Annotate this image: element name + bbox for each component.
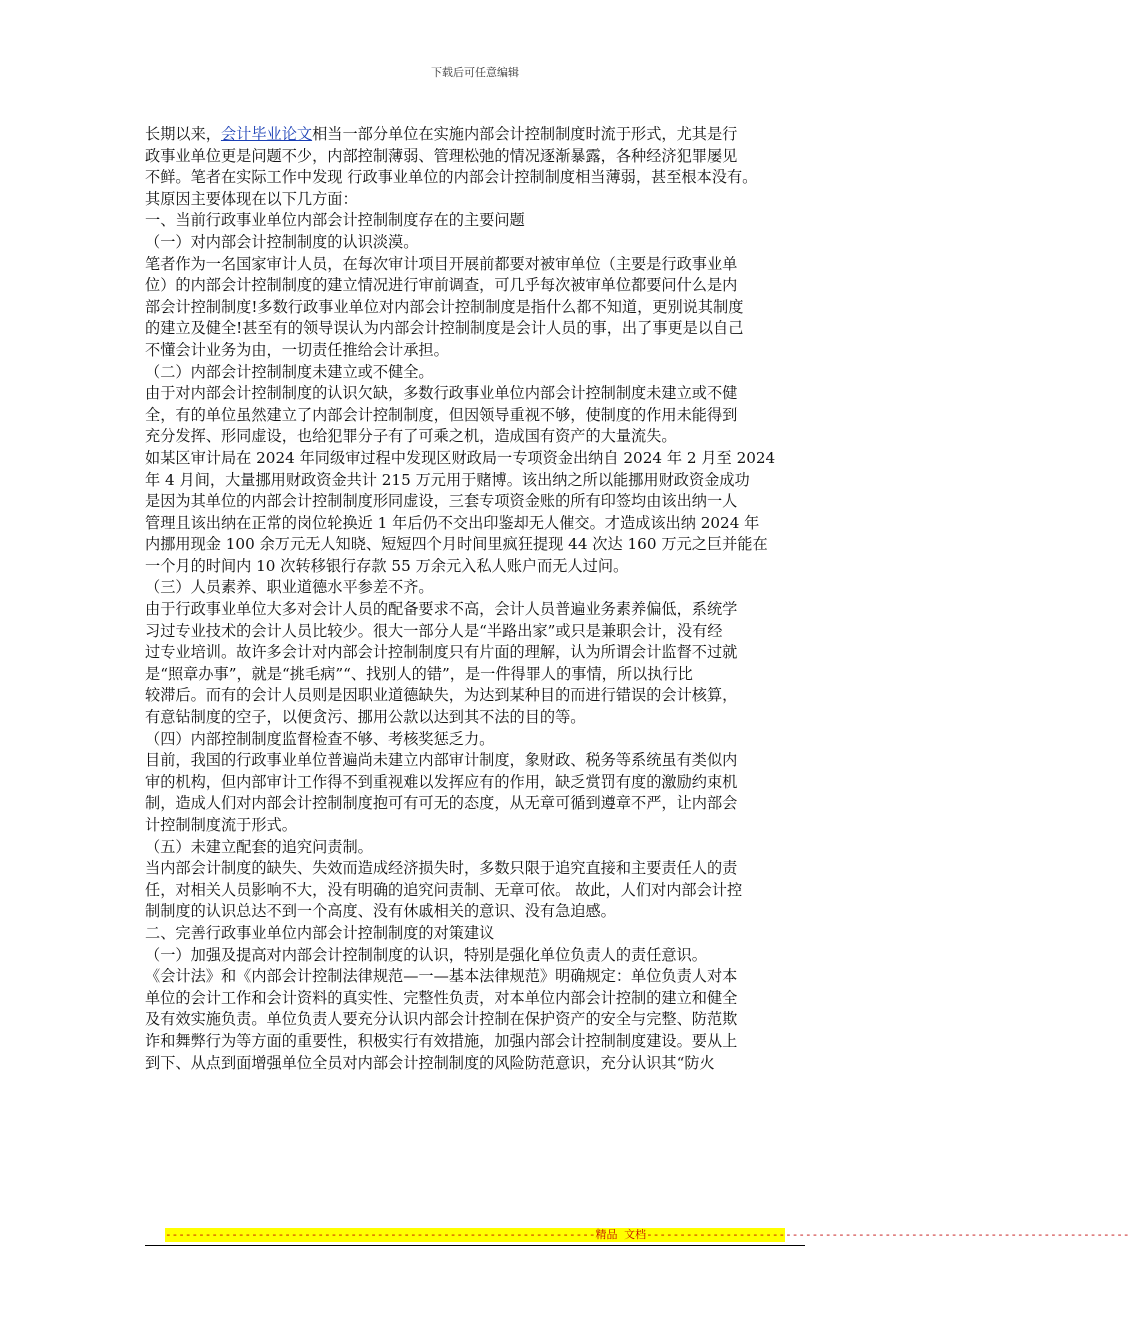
footer-divider (145, 1245, 805, 1246)
paragraph-line: 全，有的单位虽然建立了内部会计控制制度，但因领导重视不够，使制度的作用未能得到 (145, 405, 738, 424)
intro-prefix: 长期以来， (145, 125, 221, 143)
paragraph-line: 目前，我国的行政事业单位普遍尚未建立内部审计制度，象财政、税务等系统虽有类似内 (145, 751, 738, 770)
paragraph-line: 制制度的认识总达不到一个高度、没有休戚相关的意识、没有急迫感。 (145, 902, 616, 921)
paragraph-line: 不鲜。笔者在实际工作中发现 行政事业单位的内部会计控制制度相当薄弱，甚至根本没有。 (145, 168, 758, 187)
paragraph-line: 其原因主要体现在以下几方面： (145, 189, 358, 208)
paragraph-line: 较滞后。而有的会计人员则是因职业道德缺失，为达到某种目的而进行错误的会计核算， (145, 686, 738, 705)
paragraph-line: 一、当前行政事业单位内部会计控制制度存在的主要问题 (145, 211, 525, 230)
paragraph-line: 内挪用现金 100 余万元无人知晓、短短四个月时间里疯狂提现 44 次达 160 万元之巨并能在 (145, 535, 768, 554)
page-header: 下载后可任意编辑 (431, 66, 519, 79)
paragraph-line: 管理且该出纳在正常的岗位轮换近 1 年后仍不交出印鉴却无人催交。才造成该出纳 2024 年 (145, 513, 760, 532)
paragraph-line (145, 124, 810, 146)
paragraph-line: 的建立及健全!甚至有的领导误认为内部会计控制制度是会计人员的事，出了事更是以自己 (145, 319, 744, 338)
paragraph-line: （三）人员素养、职业道德水平参差不齐。 (145, 578, 434, 597)
paragraph-line: （一）加强及提高对内部会计控制制度的认识，特别是强化单位负责人的责任意识。 (145, 945, 707, 964)
footer-banner: -----------------------------------------------------------------精品 文档------------------------------------------------------------------------- (165, 1228, 1130, 1241)
paragraph-line: 由于行政事业单位大多对会计人员的配备要求不高，会计人员普遍业务素养偏低，系统学 (145, 600, 738, 619)
paragraph-line: 习过专业技术的会计人员比较少。很大一部分人是“半路出家”或只是兼职会计，没有经 (145, 621, 723, 640)
paragraph-line: 到下、从点到面增强单位全员对内部会计控制制度的风险防范意识，充分认识其“防火 (145, 1053, 715, 1072)
paragraph-line: 诈和舞弊行为等方面的重要性，积极实行有效措施，加强内部会计控制制度建设。要从上 (145, 1031, 738, 1050)
paragraph-line: 部会计控制制度!多数行政事业单位对内部会计控制制度是指什么都不知道，更别说其制度 (145, 297, 744, 316)
paragraph-line: 如某区审计局在 2024 年同级审过程中发现区财政局一专项资金出纳自 2024 年 2 月至 2024 (145, 448, 776, 467)
paragraph-line: （一）对内部会计控制制度的认识淡漠。 (145, 232, 419, 251)
paragraph-line: 当内部会计制度的缺失、失效而造成经济损失时，多数只限于追究直接和主要责任人的责 (145, 859, 738, 878)
intro-rest: 相当一部分单位在实施内部会计控制制度时流于形式，尤其是行 (312, 125, 738, 143)
accounting-thesis-link[interactable]: 会计毕业论文 (220, 125, 313, 143)
paragraph-line: 《会计法》和《内部会计控制法律规范—一—基本法律规范》明确规定：单位负责人对本 (145, 967, 738, 986)
paragraph-line: 位）的内部会计控制制度的建立情况进行审前调查，可几乎每次被审单位都要问什么是内 (145, 276, 738, 295)
paragraph-line: 有意钻制度的空子，以便贪污、挪用公款以达到其不法的目的等。 (145, 708, 586, 727)
paragraph-line: 审的机构，但内部审计工作得不到重视难以发挥应有的作用，缺乏赏罚有度的激励约束机 (145, 772, 738, 791)
paragraph-line: （五）未建立配套的追究问责制。 (145, 837, 373, 856)
paragraph-line: 及有效实施负责。单位负责人要充分认识内部会计控制在保护资产的安全与完整、防范欺 (145, 1010, 738, 1029)
paragraph-line: 计控制制度流于形式。 (145, 816, 297, 834)
paragraph-line: 单位的会计工作和会计资料的真实性、完整性负责，对本单位内部会计控制的建立和健全 (145, 988, 738, 1007)
paragraph-line: 是因为其单位的内部会计控制制度形同虚设，三套专项资金账的所有印签均由该出纳一人 (145, 492, 738, 511)
paragraph-line: （四）内部控制制度监督检查不够、考核奖惩乏力。 (145, 729, 495, 748)
paragraph-line: 政事业单位更是问题不少，内部控制薄弱、管理松弛的情况逐渐暴露，各种经济犯罪屡见 (145, 146, 738, 165)
paragraph-line: 年 4 月间，大量挪用财政资金共计 215 万元用于赌博。该出纳之所以能挪用财政资金成功 (145, 470, 750, 489)
paragraph-line: 笔者作为一名国家审计人员，在每次审计项目开展前都要对被审单位（主要是行政事业单 (145, 254, 738, 273)
paragraph-line: 由于对内部会计控制制度的认识欠缺，多数行政事业单位内部会计控制制度未建立或不健 (145, 384, 738, 403)
document-body (145, 124, 810, 1074)
paragraph-line: 过专业培训。故许多会计对内部会计控制制度只有片面的理解，认为所谓会计监督不过就 (145, 643, 738, 662)
paragraph-line: 充分发挥、形同虚设，也给犯罪分子有了可乘之机，造成国有资产的大量流失。 (145, 427, 677, 446)
paragraph-line: （二）内部会计控制制度未建立或不健全。 (145, 362, 434, 381)
paragraph-line: 一个月的时间内 10 次转移银行存款 55 万余元入私人账户而无人过问。 (145, 556, 629, 575)
paragraph-line: 任，对相关人员影响不大，没有明确的追究问责制、无章可依。 故此，人们对内部会计控 (145, 880, 743, 899)
paragraph-line: 制，造成人们对内部会计控制制度抱可有可无的态度，从无章可循到遵章不严，让内部会 (145, 794, 738, 813)
paragraph-line: 二、完善行政事业单位内部会计控制制度的对策建议 (145, 923, 495, 942)
paragraph-line: 是“照章办事”，就是“挑毛病”“、找别人的错”，是一件得罪人的事情，所以执行比 (145, 664, 693, 683)
paragraph-line: 不懂会计业务为由，一切责任推给会计承担。 (145, 340, 449, 359)
